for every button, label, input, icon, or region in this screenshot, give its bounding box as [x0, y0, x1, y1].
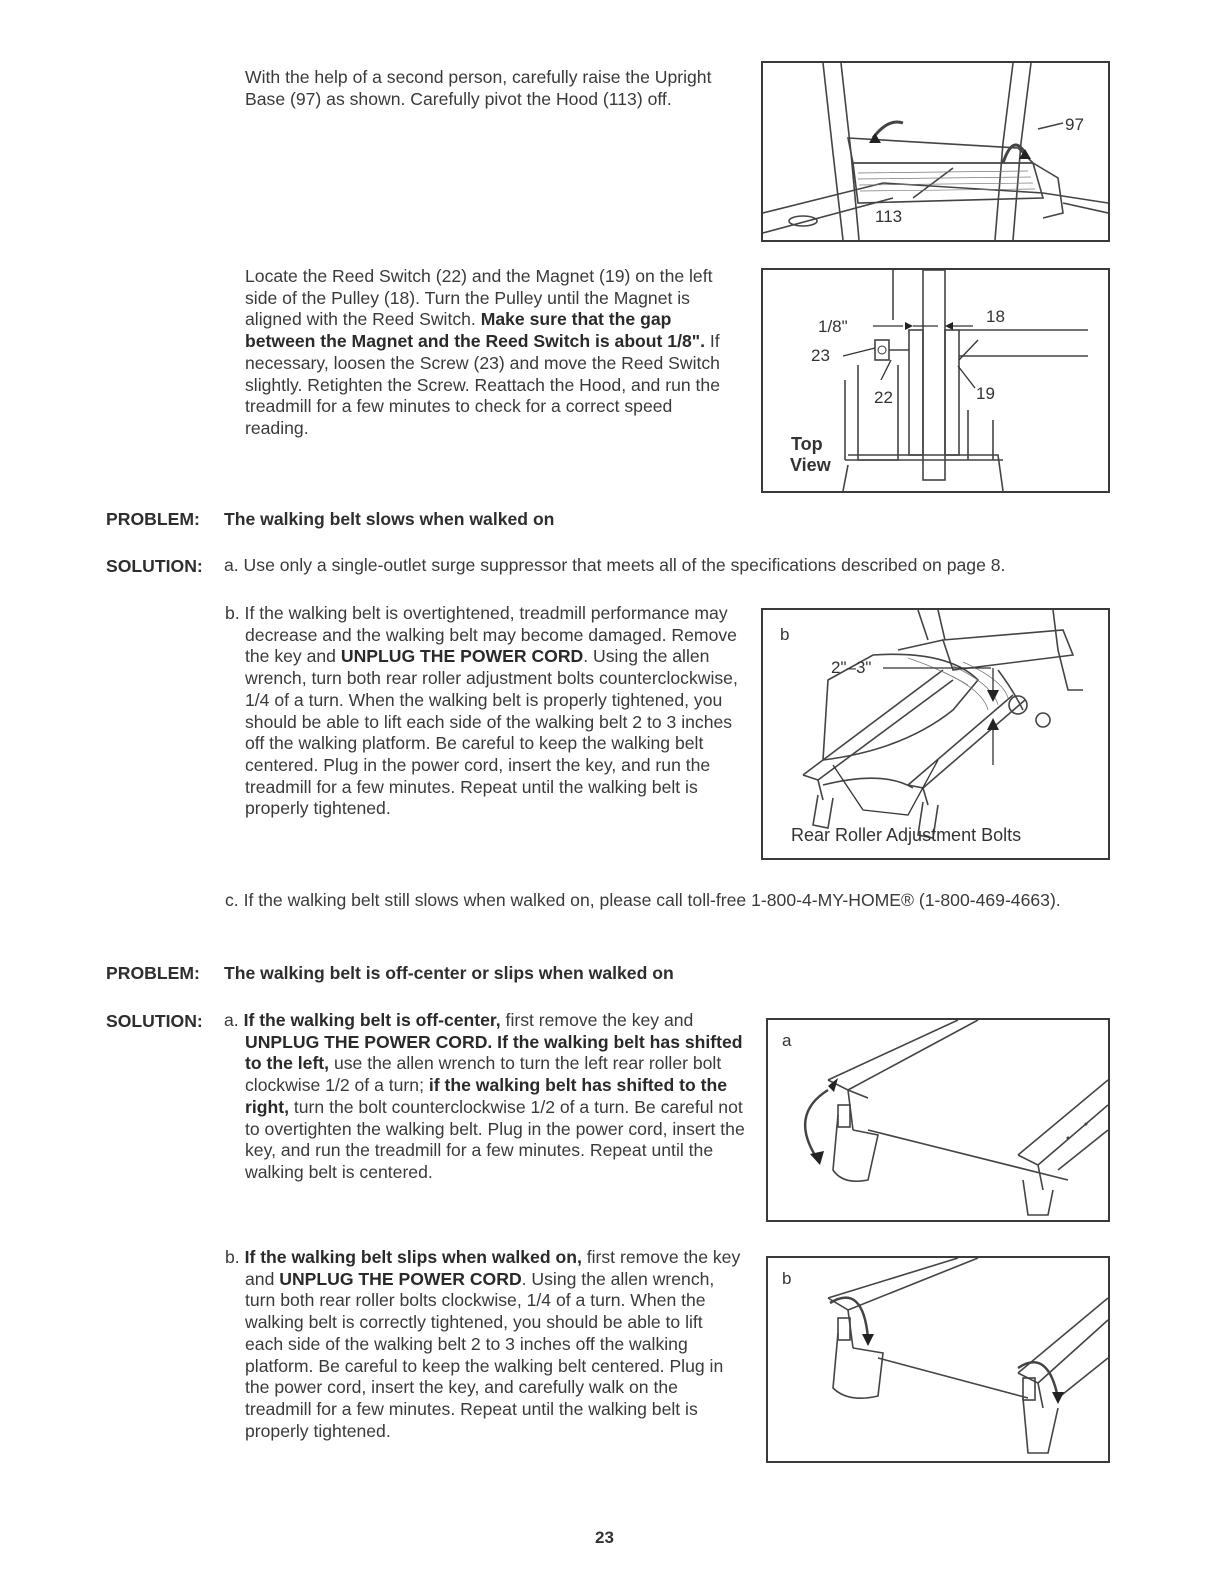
callout-23: 23 — [811, 346, 830, 365]
slip-illustration — [768, 1258, 1108, 1461]
problem2-label: PROBLEM: — [106, 963, 200, 983]
solution2-a-bold2: UNPLUG THE POWER CORD. If the walking belt has shifted to the left, — [245, 1031, 743, 1074]
solution2-b-prefix: b. — [225, 1247, 245, 1267]
solution-b-bold: UNPLUG THE POWER CORD — [340, 646, 584, 667]
rear-roller-illustration — [763, 610, 1108, 858]
solution2-b-bold2: UNPLUG THE POWER CORD — [279, 1268, 522, 1289]
figure-reed-switch — [761, 268, 1110, 493]
figure-rear-roller-bolts — [761, 608, 1110, 860]
solution2-a-part3: turn the bolt counterclockwise 1/2 of a turn. Be careful not to overtighten the walking belt. Plug in the power cord, insert the key, and run the treadmill for a few minutes. Repeat until the walking belt is centered. — [245, 1096, 745, 1182]
callout-19: 19 — [976, 384, 995, 403]
solution2-a-prefix: a. — [224, 1010, 244, 1030]
solution-b-text — [225, 603, 741, 820]
problem-title: The walking belt slows when walked on — [224, 509, 555, 529]
offcenter-illustration — [768, 1020, 1108, 1220]
solution2-a-bold3: if the walking belt has shifted to the right, — [245, 1075, 727, 1117]
view-label-view: View — [790, 455, 831, 475]
solution-b-part1: b. If the walking belt is overtightened, treadmill performance may decrease and the walking belt may become damaged. Remove the key and — [225, 603, 737, 667]
belt-lift-measure: 2"–3" — [831, 658, 872, 677]
solution2-a-part2: use the allen wrench to turn the left rear roller bolt clockwise 1/2 of a turn; — [245, 1053, 722, 1096]
solution-a-text: a. Use only a single-outlet surge suppressor that meets all of the specifications described on page 8. — [224, 555, 1006, 575]
figure-hood-removal — [761, 61, 1110, 242]
solution2-a-text — [224, 1010, 745, 1184]
figure-letter-b: b — [780, 625, 790, 644]
problem-belt-slows-heading — [106, 508, 554, 530]
step-reed-switch-text — [245, 266, 731, 440]
problem-label: PROBLEM: — [106, 509, 200, 529]
step-hood-removal-text: With the help of a second person, carefully raise the Upright Base (97) as shown. Carefully pivot the Hood (113) off. — [245, 67, 712, 109]
figure-offcenter-adjust — [766, 1018, 1110, 1222]
figure-slip-adjust — [766, 1256, 1110, 1463]
solution2-b-bold1: If the walking belt slips when walked on, — [244, 1247, 582, 1267]
solution2-b-part2: . Using the allen wrench, turn both rear roller bolts clockwise, 1/4 of a turn. When the walking belt is correctly tightened, you should be able to lift each side of the walking belt 2 to 3 inches off the walking platform. Be careful to keep the walking belt centered. Plug in the power cord, insert the key, and carefully walk on the treadmill for a few minutes. Repeat until the walking belt is properly tightened. — [245, 1268, 724, 1441]
callout-gap-measure: 1/8" — [818, 317, 848, 336]
solution-c-text: c. If the walking belt still slows when walked on, please call toll-free 1-800-4-MY-HOME® (1-800-469-4663). — [225, 890, 1061, 910]
reed-text-bold: Make sure that the gap between the Magnet and the Reed Switch is about 1/8". — [245, 309, 705, 352]
solution2-a-bold1: If the walking belt is off-center, — [243, 1010, 501, 1030]
figure-letter-a: a — [782, 1031, 792, 1050]
reed-text-1: Locate the Reed Switch (22) and the Magnet (19) on the left side of the Pulley (18). Turn the Pulley until the Magnet is aligned with the Reed Switch. — [245, 266, 713, 330]
callout-113: 113 — [875, 207, 903, 226]
rear-roller-caption: Rear Roller Adjustment Bolts — [791, 825, 1022, 845]
view-label-top: Top — [791, 434, 823, 454]
solution-label: SOLUTION: — [106, 556, 203, 576]
problem2-title: The walking belt is off-center or slips when walked on — [224, 963, 674, 983]
solution2-b-part1: first remove the key and — [245, 1247, 741, 1289]
hood-illustration — [763, 63, 1108, 240]
solution2-a-part1: first remove the key and — [500, 1010, 694, 1030]
callout-97: 97 — [1065, 115, 1084, 134]
callout-22: 22 — [874, 388, 893, 407]
solution-b-part2: . Using the allen wrench, turn both rear roller adjustment bolts counterclockwise, 1/4 of a turn. When the walking belt is properly tightened, you should be able to lift each side of the walking belt 2 to 3 inches off the walking platform. Be careful to keep the walking belt centered. Plug in the power cord, insert the key, and run the treadmill for a few minutes. Repeat until the walking belt is properly tightened. — [245, 646, 738, 819]
problem-belt-offcenter-heading — [106, 962, 674, 984]
reed-text-2: If necessary, loosen the Screw (23) and move the Reed Switch slightly. Retighten the Screw. Reattach the Hood, and run the treadmill for a few minutes to check for a correct speed reading. — [245, 331, 720, 438]
callout-18: 18 — [986, 307, 1005, 326]
solution2-label: SOLUTION: — [106, 1011, 203, 1031]
solution2-b-text — [225, 1247, 741, 1442]
figure-letter-b-2: b — [782, 1269, 792, 1288]
page-number: 23 — [595, 1528, 614, 1547]
